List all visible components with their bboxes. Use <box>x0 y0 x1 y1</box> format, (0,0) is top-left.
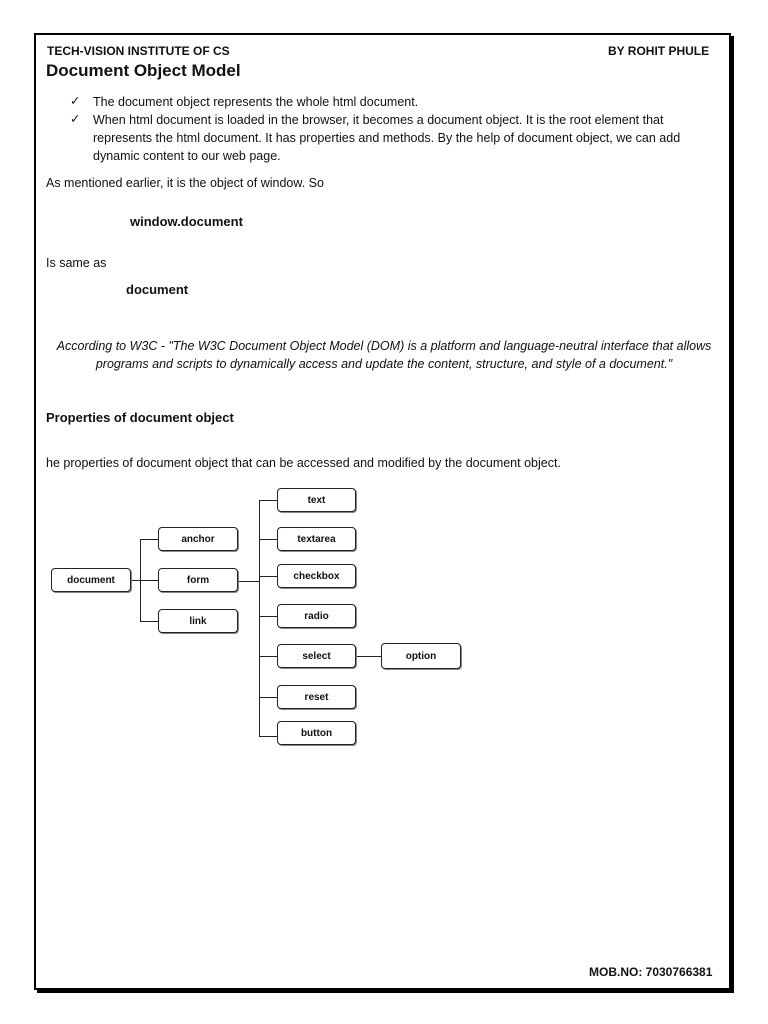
node-radio: radio <box>277 604 356 628</box>
connector <box>259 576 277 577</box>
connector <box>259 697 277 698</box>
connector <box>259 500 277 501</box>
code-window-document: window.document <box>130 214 243 229</box>
node-textarea: textarea <box>277 527 356 551</box>
connector <box>259 539 277 540</box>
author-name: BY ROHIT PHULE <box>608 44 710 58</box>
section-heading: Properties of document object <box>46 410 234 425</box>
check-icon: ✓ <box>70 112 81 126</box>
check-icon: ✓ <box>70 94 81 108</box>
node-document: document <box>51 568 131 592</box>
node-select: select <box>277 644 356 668</box>
section-description: he properties of document object that can be accessed and modified by the document object. <box>46 456 561 470</box>
same-as-text: Is same as <box>46 256 107 270</box>
connector <box>259 500 260 737</box>
connector <box>140 621 158 622</box>
institute-name: TECH-VISION INSTITUTE OF CS <box>47 44 230 58</box>
bullet-text-1: The document object represents the whole html document. <box>93 95 419 109</box>
node-button: button <box>277 721 356 745</box>
page-title: Document Object Model <box>46 61 241 80</box>
node-form: form <box>158 568 238 592</box>
mobile-number: MOB.NO: 7030766381 <box>589 965 713 979</box>
connector <box>259 616 277 617</box>
w3c-quote: According to W3C - "The W3C Document Object Model (DOM) is a platform and language-neutral interface that allows programs and scripts to dynamically access and update the content, structure, and style of a document." <box>56 339 712 371</box>
code-document: document <box>126 282 189 297</box>
connector <box>237 581 259 582</box>
connector <box>259 736 277 737</box>
bullet-text-2: When html document is loaded in the browser, it becomes a document object. It is the root element that represents the html document. It has properties and methods. By the help of document object, we can add dynamic content to our web page. <box>93 113 681 163</box>
node-reset: reset <box>277 685 356 709</box>
connector <box>259 656 277 657</box>
connector <box>140 580 158 581</box>
connector <box>130 580 140 581</box>
node-checkbox: checkbox <box>277 564 356 588</box>
connector <box>355 656 381 657</box>
node-link: link <box>158 609 238 633</box>
connector <box>140 539 158 540</box>
node-text: text <box>277 488 356 512</box>
intro-text: As mentioned earlier, it is the object of window. So <box>46 176 324 190</box>
node-anchor: anchor <box>158 527 238 551</box>
node-option: option <box>381 643 461 669</box>
